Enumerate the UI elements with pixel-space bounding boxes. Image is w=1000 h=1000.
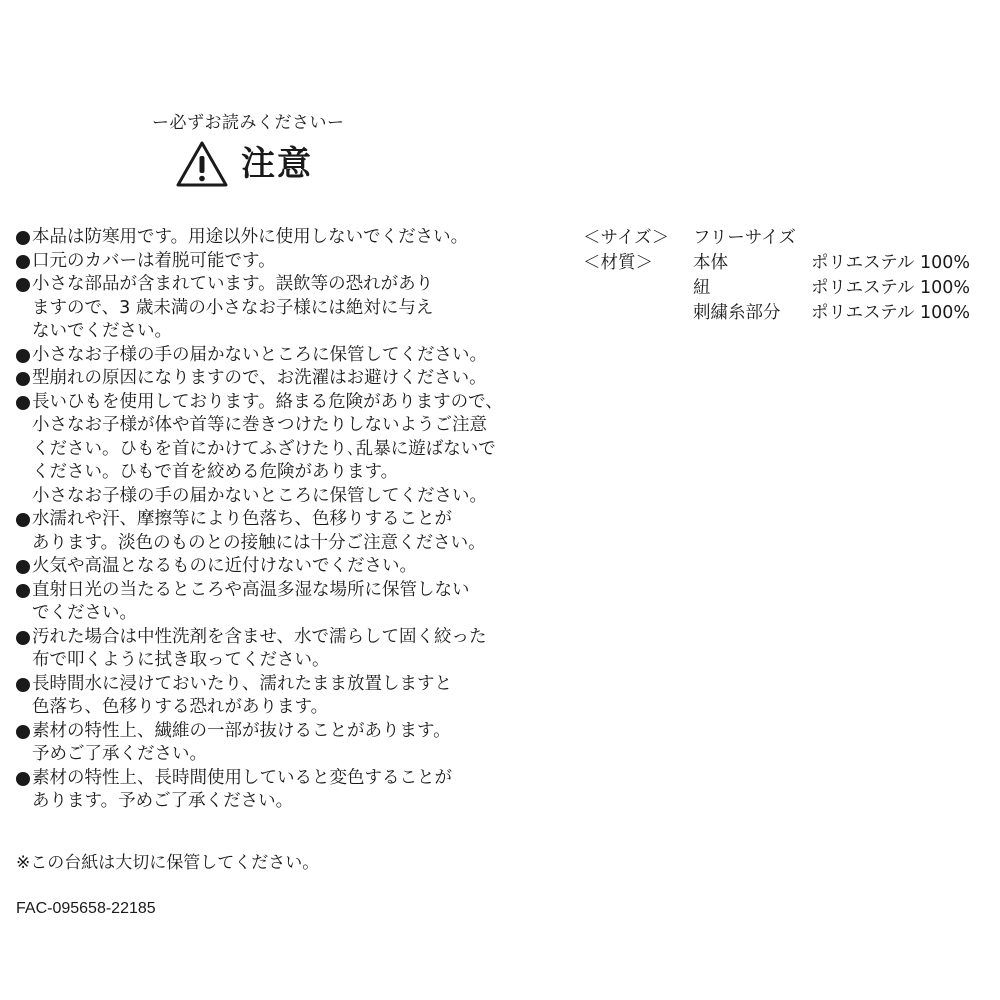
caution-line: 予めご了承ください。 [32,744,207,764]
caution-item [16,555,516,579]
caution-item [16,391,516,509]
caution-line: でください。 [32,603,137,623]
caution-item [16,344,516,368]
material-part: 紐 [693,278,711,298]
material-label: ＜材質＞ [583,253,653,273]
caution-text [32,226,468,250]
caution-item [16,367,516,391]
caution-item [16,673,516,720]
keep-card-note: ※この台紙は大切に保管してください。 [16,853,320,873]
material-part: 刺繍糸部分 [693,303,781,323]
caution-line: ください。ひもを首にかけてふざけたり､乱暴に遊ばないで [32,438,496,459]
caution-text [32,673,452,720]
caution-line: 小さなお子様が体や首等に巻きつけたりしないようご注意 [32,415,487,435]
caution-line: 素材の特性上、繊維の一部が抜けることがあります。 [32,720,451,741]
caution-line: 火気や高温となるものに近付けないでください。 [32,556,417,576]
caution-line: 小さなお子様の手の届かないところに保管してください。 [32,485,487,506]
material-value: ポリエステル 100% [811,253,971,273]
caution-text [32,344,487,368]
caution-line: 小さな部品が含まれています。誤飲等の恐れがあり [32,274,434,294]
caution-line: 布で叩くように拭き取ってください。 [32,650,330,670]
caution-item [16,579,516,626]
notice-subtitle: ー必ずお読みくださいー [152,113,345,133]
material-row [583,301,970,326]
bullet-icon [16,255,30,269]
caution-line: 口元のカバーは着脱可能です。 [32,250,276,271]
caution-line: あります。淡色のものとの接触には十分ご注意ください。 [32,532,486,553]
size-value: フリーサイズ [693,228,796,248]
caution-text [32,579,470,626]
caution-list [16,226,516,814]
caution-line: ください。ひもで首を絞める危険があります。 [32,462,399,482]
bullet-icon [16,584,30,598]
bullet-icon [16,678,30,692]
bullet-icon [16,725,30,739]
caution-line: あります。予めご了承ください。 [32,791,294,811]
caution-line: 長いひもを使用しております。絡まる危険がありますので、 [32,391,503,412]
caution-text [32,391,503,509]
caution-item [16,273,516,344]
material-value: ポリエステル 100% [811,278,971,298]
bullet-icon [16,396,30,410]
bullet-icon [16,349,30,363]
caution-line: 直射日光の当たるところや高温多湿な場所に保管しない [32,579,470,600]
caution-line: 小さなお子様の手の届かないところに保管してください。 [32,344,487,365]
caution-text [32,367,487,391]
bullet-icon [16,513,30,527]
material-value: ポリエステル 100% [811,303,971,323]
bullet-icon [16,278,30,292]
caution-item [16,250,516,274]
material-row [583,276,970,301]
bullet-icon [16,772,30,786]
caution-text [32,626,486,673]
warning-header [175,140,313,188]
caution-line: ないでください。 [32,321,172,341]
caution-line: 水濡れや汗、摩擦等により色落ち、色移りすることが [32,509,452,529]
product-code: FAC-095658-22185 [16,900,156,917]
warning-triangle-icon [175,140,229,188]
caution-text [32,767,452,814]
caution-line: 色落ち、色移りする恐れがあります。 [32,697,329,717]
caution-line: 本品は防寒用です。用途以外に使用しないでください。 [32,227,469,247]
caution-text [32,508,486,555]
bullet-icon [16,372,30,386]
caution-item [16,626,516,673]
bullet-icon [16,560,30,574]
material-row [583,251,970,276]
bullet-icon [16,631,30,645]
caution-line: ますので、3 歳未満の小さなお子様には絶対に与え [32,297,434,318]
size-row [583,226,970,251]
size-label: ＜サイズ＞ [583,228,670,248]
material-part: 本体 [693,253,728,273]
spec-table [583,226,970,326]
caution-text [32,273,433,344]
warning-title: 注意 [241,144,313,184]
caution-item [16,720,516,767]
caution-item [16,508,516,555]
caution-line: 汚れた場合は中性洗剤を含ませ、水で濡らして固く絞った [32,626,487,647]
caution-line: 素材の特性上、長時間使用していると変色することが [32,767,452,788]
caution-line: 型崩れの原因になりますので、お洗濯はお避けください。 [32,368,487,388]
caution-item [16,767,516,814]
caution-text [32,250,276,274]
bullet-icon [16,231,30,245]
caution-line: 長時間水に浸けておいたり、濡れたまま放置しますと [32,673,452,694]
caution-text [32,555,417,579]
caution-text [32,720,451,767]
caution-item [16,226,516,250]
